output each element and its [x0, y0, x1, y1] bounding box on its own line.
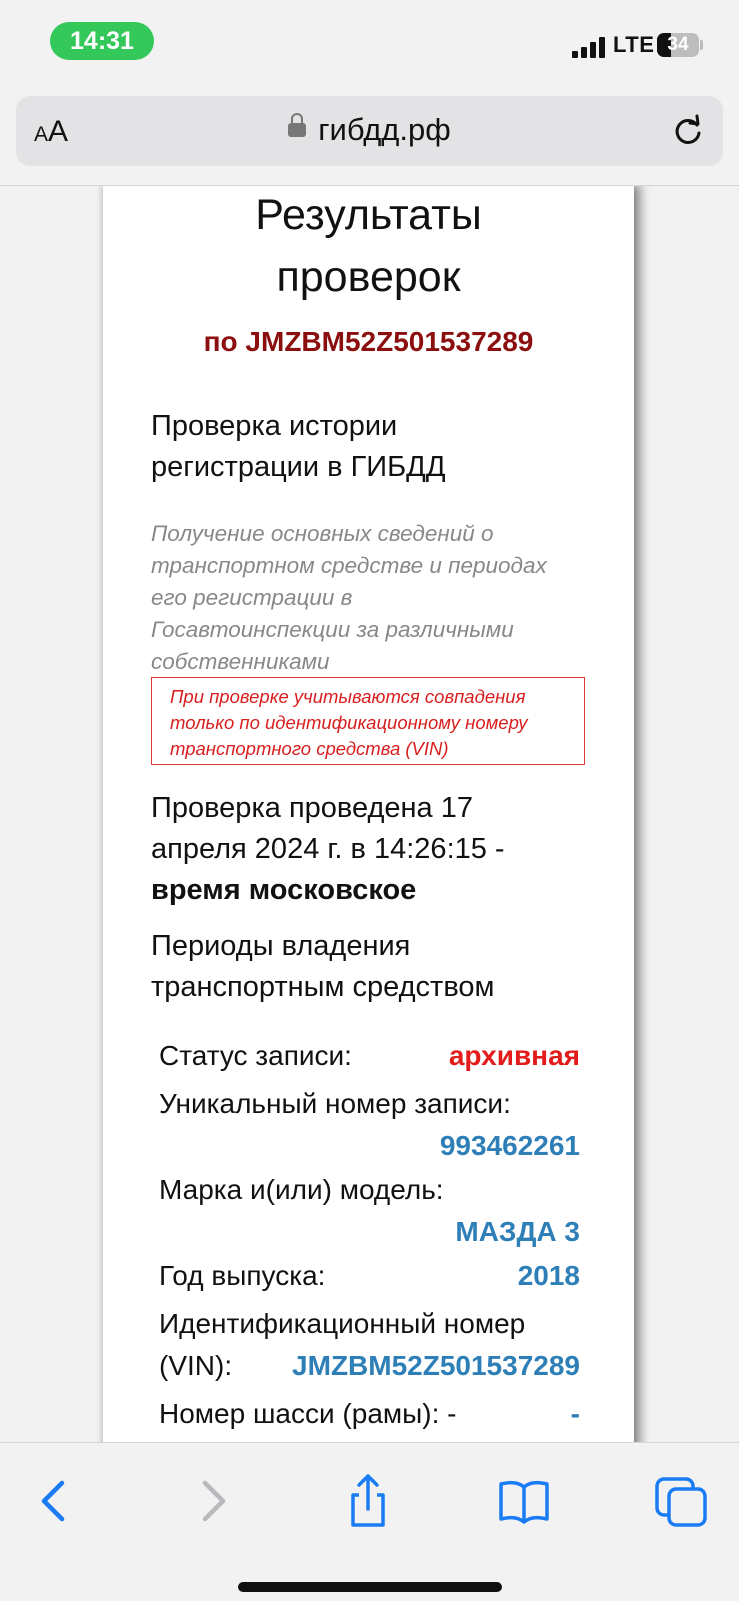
- address-bar[interactable]: [16, 96, 723, 166]
- bookmarks-button[interactable]: [494, 1471, 554, 1531]
- check-timestamp: [151, 788, 591, 911]
- battery-icon: [657, 33, 699, 57]
- forward-button[interactable]: [183, 1471, 243, 1531]
- record-number-value: 993462261: [439, 1130, 580, 1161]
- vin-notice-box: [151, 677, 585, 765]
- section-description: [151, 518, 591, 678]
- notice-line: При проверке учитываются совпадения: [170, 686, 526, 707]
- browser-toolbar: [0, 1442, 739, 1601]
- vin-value: JMZBM52Z501537289: [292, 1350, 580, 1381]
- page-title-line: проверок: [276, 253, 461, 301]
- year-value: 2018: [517, 1260, 580, 1291]
- notice-line: транспортного средства (VIN): [170, 738, 449, 759]
- network-type: LTE: [613, 32, 655, 57]
- url-display[interactable]: [16, 112, 723, 148]
- check-timestamp-line: Проверка проведена 17: [151, 792, 473, 824]
- model-label: Марка и(или) модель:: [159, 1174, 444, 1205]
- text-size-large-glyph: A: [48, 115, 69, 148]
- battery-level: 34: [667, 34, 689, 55]
- results-card: [103, 186, 634, 1442]
- model-value: МАЗДА 3: [455, 1216, 580, 1247]
- year-label: Год выпуска:: [159, 1260, 326, 1291]
- description-line: Госавтоинспекции за различными: [151, 617, 514, 642]
- description-line: собственниками: [151, 649, 330, 674]
- vin-label-suffix: (VIN):: [159, 1350, 233, 1381]
- section-title-line: Проверка истории: [151, 410, 398, 442]
- page-title-line: Результаты: [255, 191, 482, 239]
- ownership-periods-heading: [151, 926, 601, 1008]
- url-text: гибдд.рф: [318, 112, 451, 147]
- browser-address-area: [0, 92, 739, 186]
- text-size-small-glyph: A: [34, 123, 49, 146]
- description-line: Получение основных сведений о: [151, 521, 494, 546]
- lock-icon: [288, 123, 306, 137]
- share-button[interactable]: [338, 1471, 398, 1531]
- section-title: [151, 406, 601, 488]
- vin-subtitle: по JMZBM52Z501537289: [203, 326, 534, 357]
- reload-icon[interactable]: [671, 114, 705, 148]
- vin-label: Идентификационный номер: [159, 1308, 526, 1339]
- battery-tip: [700, 40, 703, 50]
- status-label: Статус записи:: [159, 1040, 352, 1071]
- status-value: архивная: [448, 1040, 580, 1071]
- check-timezone: время московское: [151, 874, 417, 906]
- back-button[interactable]: [24, 1471, 84, 1531]
- description-line: его регистрации в: [151, 585, 353, 610]
- record-number-label: Уникальный номер записи:: [159, 1088, 511, 1119]
- ownership-heading-line: Периоды владения: [151, 930, 411, 962]
- chassis-label: Номер шасси (рамы): -: [159, 1398, 457, 1429]
- cellular-signal-icon: [572, 36, 608, 58]
- home-indicator[interactable]: [238, 1582, 502, 1592]
- status-time[interactable]: 14:31: [50, 22, 154, 60]
- notice-line: только по идентификационному номеру: [170, 712, 528, 733]
- status-bar: [0, 0, 739, 92]
- chassis-value: -: [570, 1398, 580, 1429]
- tabs-button[interactable]: [652, 1471, 712, 1531]
- check-timestamp-line: апреля 2024 г. в 14:26:15 -: [151, 833, 505, 865]
- section-title-line: регистрации в ГИБДД: [151, 451, 446, 483]
- ownership-heading-line: транспортным средством: [151, 971, 495, 1003]
- description-line: транспортном средстве и периодах: [151, 553, 547, 578]
- web-content[interactable]: [0, 186, 739, 1442]
- page-title: [103, 186, 634, 308]
